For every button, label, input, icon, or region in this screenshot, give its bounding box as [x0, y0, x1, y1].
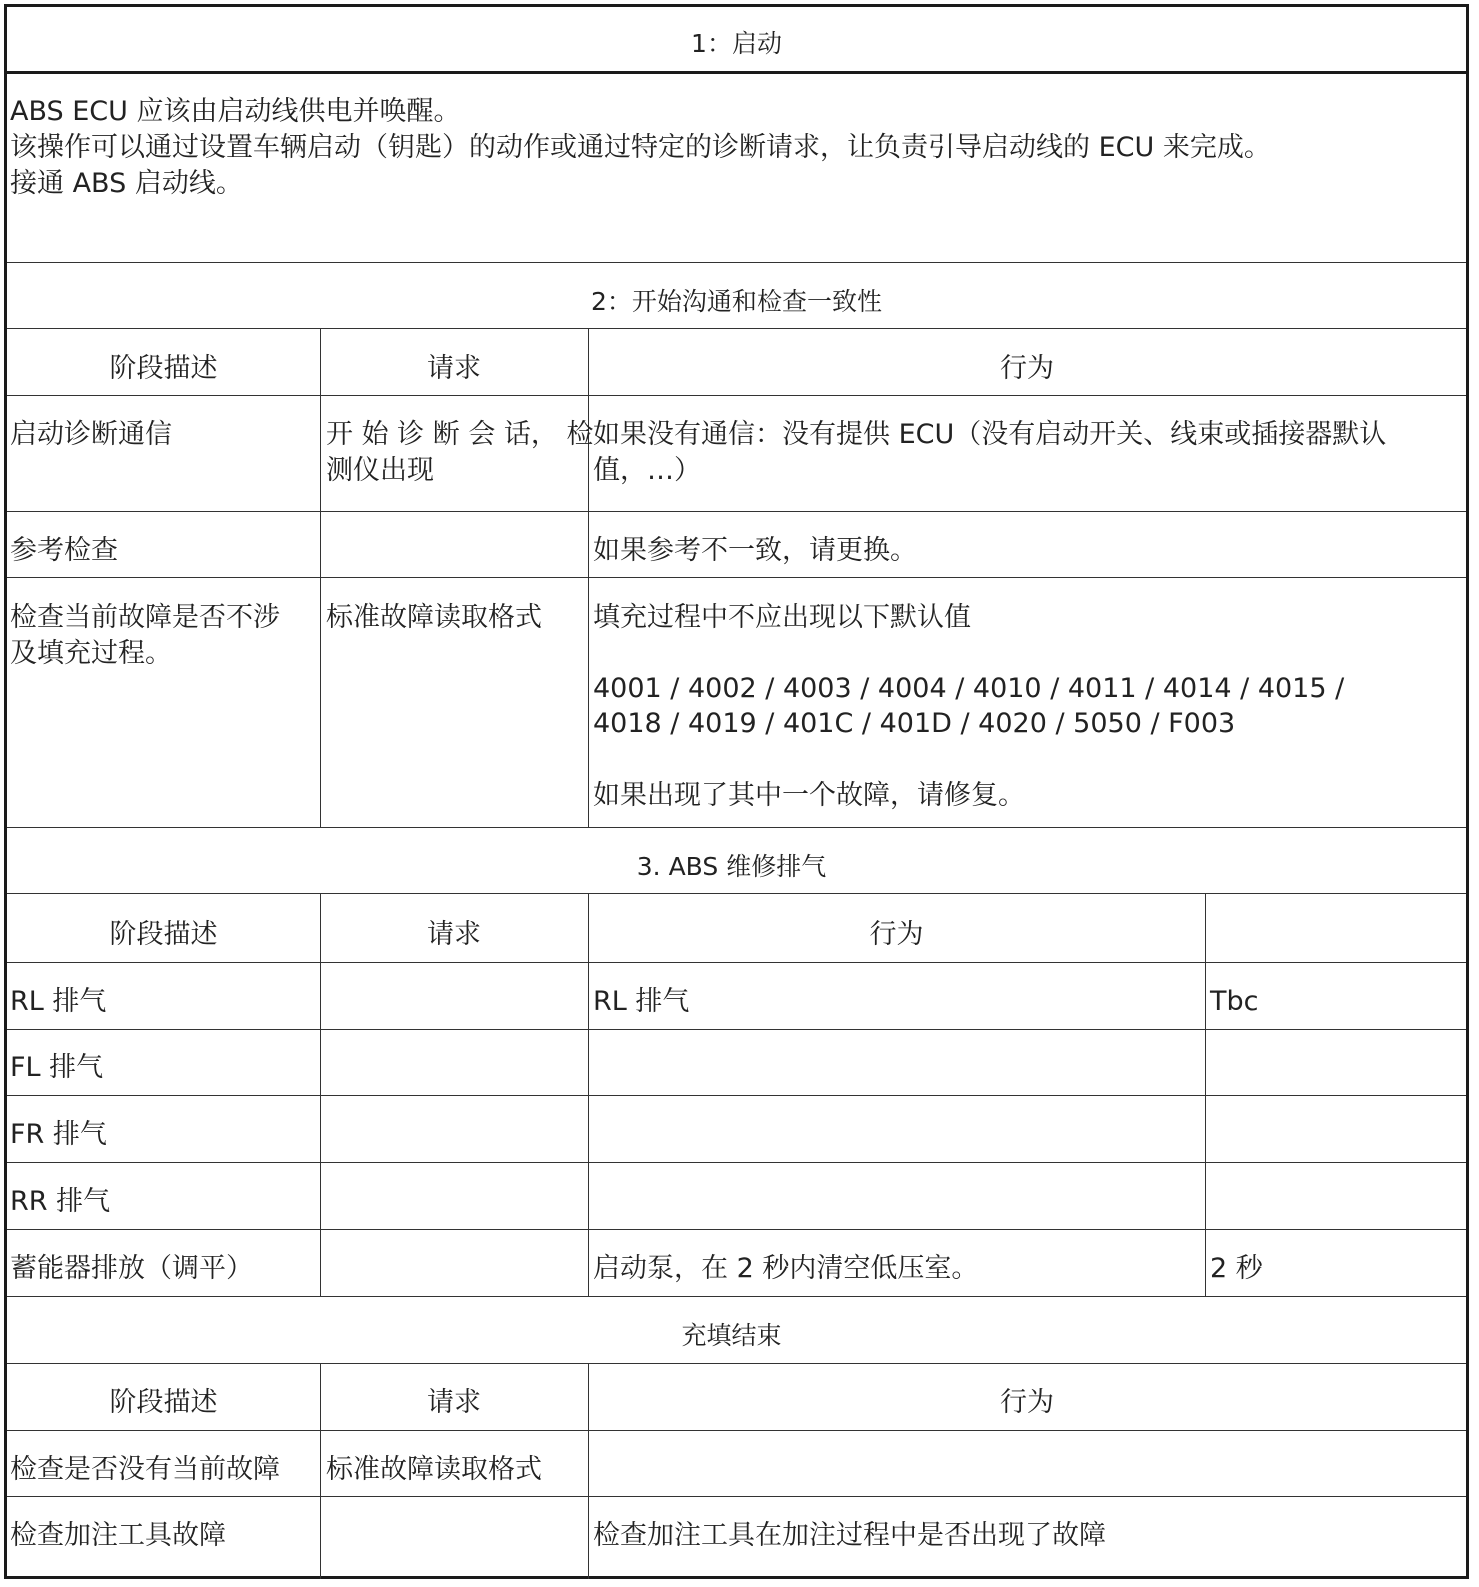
- section1-line: 该操作可以通过设置车辆启动（钥匙）的动作或通过特定的诊断请求，让负责引导启动线的 ECU 来完成。: [10, 132, 1271, 163]
- section3-row1-action: RL 排气: [593, 986, 690, 1017]
- col-divider: [1205, 893, 1206, 1296]
- section3-row5-extra: 2 秒: [1210, 1253, 1263, 1284]
- section2-row3-stage: 检查当前故障是否不涉: [10, 602, 280, 633]
- section4-row2-action: 检查加注工具在加注过程中是否出现了故障: [593, 1520, 1106, 1551]
- rule: [7, 1363, 1466, 1364]
- col-divider: [588, 893, 589, 1296]
- section3-row1-extra: Tbc: [1210, 986, 1259, 1017]
- rule: [7, 1430, 1466, 1431]
- section3-header-action: 行为: [869, 919, 924, 950]
- section3-row3-stage: FR 排气: [10, 1119, 107, 1150]
- section2-row3-request: 标准故障读取格式: [326, 602, 542, 633]
- col-divider: [588, 328, 589, 827]
- rule: [7, 893, 1466, 894]
- rule: [7, 1095, 1466, 1096]
- section2-row3-action: 填充过程中不应出现以下默认值: [593, 602, 971, 633]
- section2-header-stage: 阶段描述: [109, 353, 218, 384]
- section3-row5-stage: 蓄能器排放（调平）: [10, 1253, 253, 1284]
- section3-title: 3. ABS 维修排气: [636, 852, 827, 881]
- section3-row1-stage: RL 排气: [10, 986, 107, 1017]
- rule: [7, 262, 1466, 263]
- rule: [7, 1029, 1466, 1030]
- section4-header-action: 行为: [1000, 1387, 1054, 1418]
- rule: [7, 962, 1466, 963]
- col-divider: [320, 328, 321, 827]
- section2-row1-request: 开 始 诊 断 会 话， 检: [326, 419, 594, 450]
- section1-line: 接通 ABS 启动线。: [10, 168, 243, 199]
- rule: [7, 1162, 1466, 1163]
- section4-header-request: 请求: [427, 1387, 481, 1418]
- section2-row2-stage: 参考检查: [10, 535, 118, 566]
- rule: [7, 1229, 1466, 1230]
- rule: [7, 71, 1466, 74]
- section4-title: 充填结束: [681, 1321, 782, 1350]
- section2-row1-action: 如果没有通信：没有提供 ECU（没有启动开关、线束或插接器默认: [593, 419, 1387, 450]
- rule: [7, 511, 1466, 512]
- section2-row3-stage: 及填充过程。: [10, 638, 172, 669]
- section4-header-stage: 阶段描述: [109, 1387, 218, 1418]
- rule: [7, 827, 1466, 828]
- section2-header-action: 行为: [1000, 353, 1054, 384]
- section1-title: 1：启动: [691, 29, 782, 58]
- section2-row3-action: 4001 / 4002 / 4003 / 4004 / 4010 / 4011 / 4014 / 4015 /: [593, 673, 1345, 704]
- section3-header-request: 请求: [427, 919, 481, 950]
- section1-line: ABS ECU 应该由启动线供电并唤醒。: [10, 96, 461, 127]
- rule: [7, 328, 1466, 329]
- rule: [7, 395, 1466, 396]
- section2-row2-action: 如果参考不一致，请更换。: [593, 535, 917, 566]
- section3-row2-stage: FL 排气: [10, 1052, 104, 1083]
- section2-title: 2：开始沟通和检查一致性: [591, 287, 882, 316]
- section3-header-stage: 阶段描述: [109, 919, 218, 950]
- section2-row3-action: 4018 / 4019 / 401C / 401D / 4020 / 5050 / F003: [593, 708, 1236, 739]
- section4-row1-stage: 检查是否没有当前故障: [10, 1454, 280, 1485]
- procedure-table: [4, 4, 1469, 1579]
- section4-row2-stage: 检查加注工具故障: [10, 1520, 226, 1551]
- section2-row1-request: 测仪出现: [326, 455, 434, 486]
- rule: [7, 1496, 1466, 1497]
- section4-row1-request: 标准故障读取格式: [326, 1454, 542, 1485]
- section3-row4-stage: RR 排气: [10, 1186, 111, 1217]
- rule: [7, 1296, 1466, 1297]
- section2-row3-action: 如果出现了其中一个故障，请修复。: [593, 780, 1025, 811]
- section2-row1-action: 值，…）: [593, 455, 701, 486]
- section2-row1-stage: 启动诊断通信: [10, 419, 172, 450]
- section2-header-request: 请求: [427, 353, 481, 384]
- rule: [7, 577, 1466, 578]
- section3-row5-action: 启动泵，在 2 秒内清空低压室。: [593, 1253, 979, 1284]
- col-divider: [320, 893, 321, 1296]
